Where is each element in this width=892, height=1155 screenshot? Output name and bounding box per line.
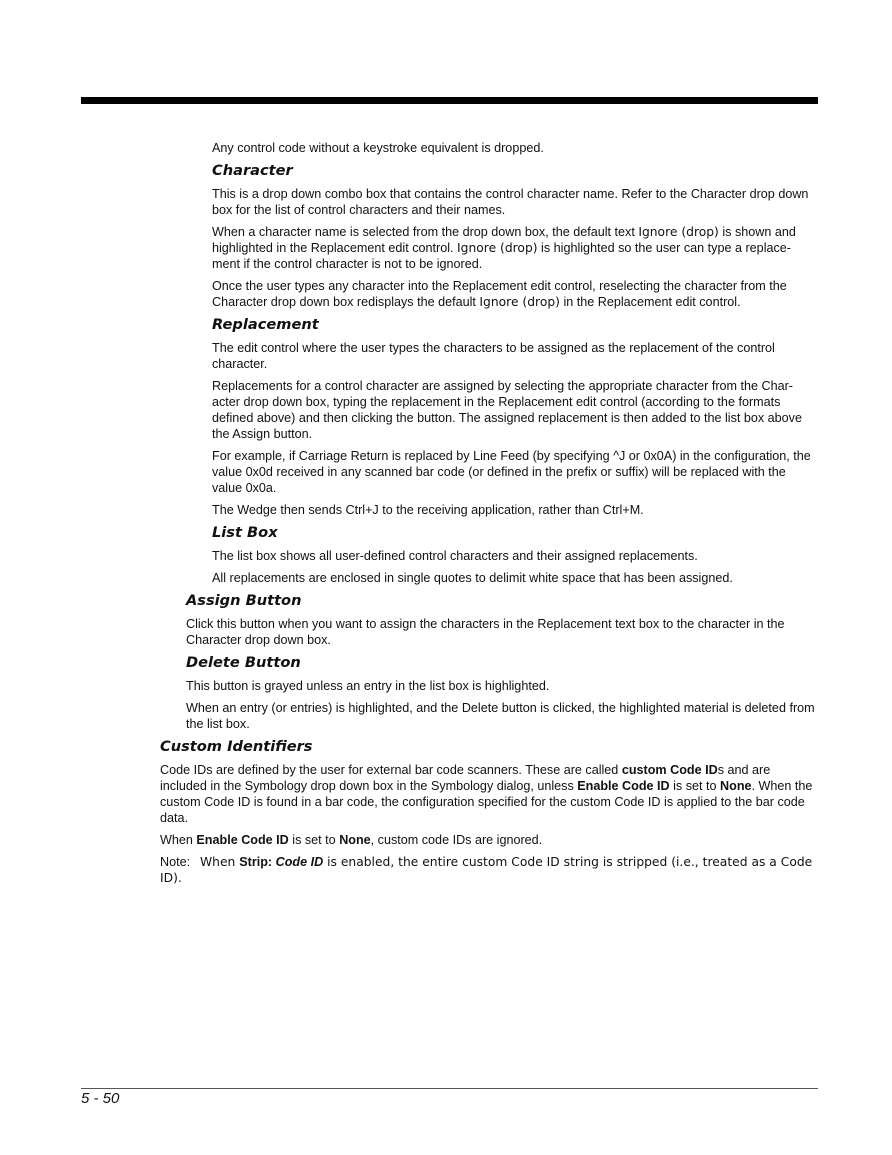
paragraph-replacement-2: Replacements for a control character are assigned by selecting the appropriate character from the Char-acter drop down box, typing the replacement in the Replacement edit control (according to the formats defined above) and then clicking the button. The assigned replacement is then added to the list box above the Assign button.: [212, 379, 802, 441]
note-label: Note:: [160, 855, 191, 869]
note: Note: When Strip: Code ID is enabled, the entire custom Code ID string is stripped (i.e., treated as a Code ID).: [160, 855, 813, 885]
paragraph-custom-2: When Enable Code ID is set to None, custom code IDs are ignored.: [160, 833, 543, 847]
paragraph-delete-1: This button is grayed unless an entry in the list box is highlighted.: [186, 679, 550, 693]
paragraph-custom-1: Code IDs are defined by the user for external bar code scanners. These are called custom Code IDs and are included in the Symbology drop down box in the Symbology dialog, unless Enable Code ID is set to None. When the custom Code ID is found in a bar code, the configuration specified for the custom Code ID is applied to the bar code data.: [160, 763, 813, 825]
page-number: 5 - 50: [81, 1090, 120, 1107]
heading-assign-button: Assign Button: [186, 592, 302, 609]
heading-custom-identifiers: Custom Identifiers: [160, 738, 313, 755]
heading-character: Character: [212, 162, 293, 179]
paragraph-replacement-3: For example, if Carriage Return is replaced by Line Feed (by specifying ^J or 0x0A) in the configuration, the value 0x0d received in any scanned bar code (or defined in the prefix or suffix) will be replaced with the value 0x0a.: [212, 449, 811, 495]
paragraph-character-1: This is a drop down combo box that contains the control character name. Refer to the Character drop down box for the list of control characters and their names.: [212, 187, 809, 217]
paragraph-list-box-2: All replacements are enclosed in single quotes to delimit white space that has been assigned.: [212, 571, 733, 585]
heading-delete-button: Delete Button: [186, 654, 301, 671]
page-content: [0, 140, 892, 892]
paragraph-list-box-1: The list box shows all user-defined control characters and their assigned replacements.: [212, 549, 698, 563]
paragraph-character-3: Once the user types any character into the Replacement edit control, reselecting the character from the Character drop down box redisplays the default Ignore (drop) in the Replacement edit control.: [212, 279, 787, 309]
paragraph-character-2: When a character name is selected from the drop down box, the default text Ignore (drop) is shown and highlighted in the Replacement edit control. Ignore (drop) is highlighted so the user can type a replace-ment if the control character is not to be ignored.: [212, 225, 796, 271]
paragraph-assign: Click this button when you want to assign the characters in the Replacement text box to the character in the Character drop down box.: [186, 617, 785, 647]
paragraph-replacement-4: The Wedge then sends Ctrl+J to the receiving application, rather than Ctrl+M.: [212, 503, 644, 517]
heading-list-box: List Box: [212, 524, 278, 541]
footer-rule: [81, 1088, 818, 1089]
heading-replacement: Replacement: [212, 316, 319, 333]
paragraph-replacement-1: The edit control where the user types the characters to be assigned as the replacement of the control character.: [212, 341, 775, 371]
paragraph-delete-2: When an entry (or entries) is highlighted, and the Delete button is clicked, the highlighted material is deleted from the list box.: [186, 701, 815, 731]
header-rule: [81, 97, 818, 104]
paragraph-drop: Any control code without a keystroke equivalent is dropped.: [212, 141, 544, 155]
